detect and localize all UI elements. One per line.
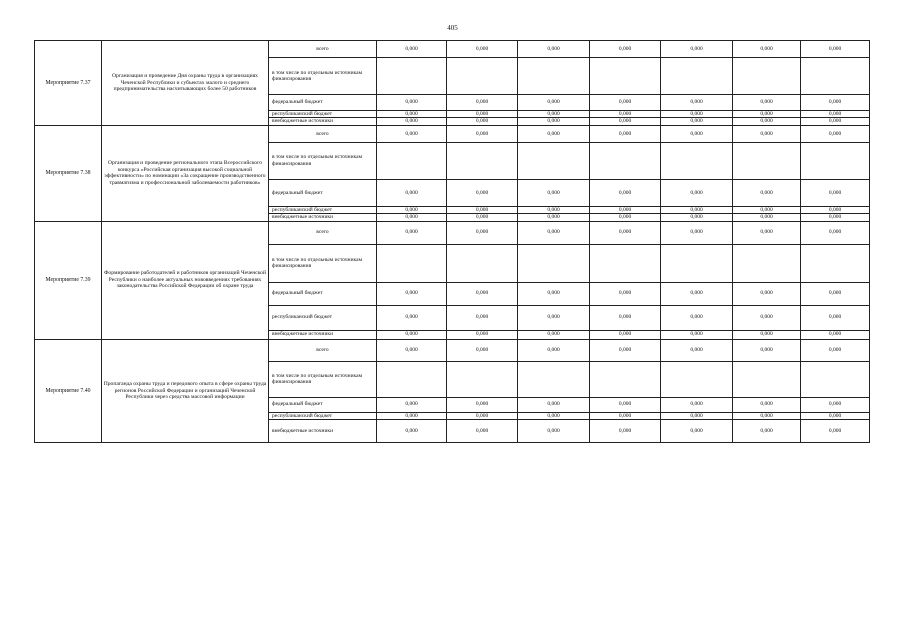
value-cell (518, 142, 590, 179)
funding-source-label: федеральный бюджет (269, 397, 377, 412)
value-cell (377, 361, 447, 397)
value-cell: 0,000 (377, 214, 447, 221)
value-cell: 0,000 (590, 214, 661, 221)
value-cell: 0,000 (661, 41, 733, 58)
funding-source-label: внебюджетные источники (269, 118, 377, 125)
value-cell: 0,000 (447, 41, 518, 58)
value-cell: 0,000 (661, 95, 733, 111)
budget-table (34, 40, 870, 443)
value-cell: 0,000 (733, 305, 801, 330)
value-cell: 0,000 (590, 339, 661, 361)
value-cell: 0,000 (733, 206, 801, 213)
value-cell: 0,000 (733, 179, 801, 206)
value-cell: 0,000 (590, 95, 661, 111)
value-cell: 0,000 (661, 339, 733, 361)
value-cell: 0,000 (590, 111, 661, 118)
funding-source-label: федеральный бюджет (269, 282, 377, 305)
value-cell: 0,000 (733, 41, 801, 58)
value-cell: 0,000 (590, 118, 661, 125)
value-cell: 0,000 (377, 339, 447, 361)
value-cell: 0,000 (447, 206, 518, 213)
value-cell: 0,000 (733, 282, 801, 305)
value-cell: 0,000 (590, 412, 661, 419)
value-cell: 0,000 (518, 221, 590, 244)
funding-source-label: в том числе по отдельным источникам финансирования (269, 361, 377, 397)
value-cell: 0,000 (733, 221, 801, 244)
value-cell: 0,000 (447, 118, 518, 125)
funding-source-label: в том числе по отдельным источникам финансирования (269, 244, 377, 282)
value-cell: 0,000 (661, 420, 733, 443)
value-cell: 0,000 (590, 420, 661, 443)
funding-source-label: всего (269, 125, 377, 142)
value-cell: 0,000 (447, 397, 518, 412)
value-cell: 0,000 (661, 397, 733, 412)
value-cell: 0,000 (801, 339, 870, 361)
funding-source-label: республиканский бюджет (269, 412, 377, 419)
value-cell: 0,000 (377, 412, 447, 419)
value-cell: 0,000 (733, 118, 801, 125)
value-cell: 0,000 (518, 214, 590, 221)
value-cell: 0,000 (801, 118, 870, 125)
value-cell: 0,000 (801, 214, 870, 221)
value-cell: 0,000 (733, 125, 801, 142)
value-cell: 0,000 (590, 125, 661, 142)
value-cell: 0,000 (733, 412, 801, 419)
value-cell: 0,000 (518, 339, 590, 361)
funding-source-label: всего (269, 41, 377, 58)
measure-code: Мероприятие 7.40 (35, 339, 102, 442)
value-cell: 0,000 (590, 221, 661, 244)
value-cell (801, 58, 870, 95)
value-cell: 0,000 (447, 339, 518, 361)
value-cell: 0,000 (661, 412, 733, 419)
value-cell: 0,000 (447, 221, 518, 244)
value-cell (733, 244, 801, 282)
value-cell (801, 361, 870, 397)
value-cell (661, 142, 733, 179)
value-cell: 0,000 (733, 420, 801, 443)
value-cell: 0,000 (447, 305, 518, 330)
value-cell: 0,000 (377, 305, 447, 330)
value-cell (590, 142, 661, 179)
value-cell: 0,000 (733, 397, 801, 412)
value-cell: 0,000 (733, 95, 801, 111)
value-cell: 0,000 (801, 206, 870, 213)
value-cell: 0,000 (518, 305, 590, 330)
value-cell (447, 58, 518, 95)
funding-source-label: внебюджетные источники (269, 420, 377, 443)
value-cell: 0,000 (733, 214, 801, 221)
value-cell: 0,000 (518, 41, 590, 58)
value-cell (733, 142, 801, 179)
measure-description: Формирование работодателей и работников организаций Чеченской Республики о наиболее актуальных нововведениях требованиях законодательства Российской Федерации об охране труда (102, 221, 269, 339)
value-cell: 0,000 (733, 111, 801, 118)
value-cell (447, 244, 518, 282)
funding-source-label: в том числе по отдельным источникам финансирования (269, 58, 377, 95)
value-cell: 0,000 (733, 339, 801, 361)
value-cell (733, 361, 801, 397)
measure-code: Мероприятие 7.38 (35, 125, 102, 221)
value-cell: 0,000 (377, 221, 447, 244)
funding-source-label: республиканский бюджет (269, 305, 377, 330)
value-cell (661, 58, 733, 95)
measure-description: Организация и проведение регионального этапа Всероссийского конкурса «Российская организация высокой социальной эффективности» по номинации «За сокращение производственного травматизма и профессиональной заболеваемости работников» (102, 125, 269, 221)
funding-source-label: федеральный бюджет (269, 95, 377, 111)
value-cell (801, 244, 870, 282)
value-cell (377, 58, 447, 95)
value-cell: 0,000 (661, 330, 733, 339)
value-cell: 0,000 (518, 206, 590, 213)
funding-source-label: федеральный бюджет (269, 179, 377, 206)
value-cell: 0,000 (801, 125, 870, 142)
funding-source-label: республиканский бюджет (269, 111, 377, 118)
value-cell: 0,000 (447, 111, 518, 118)
value-cell: 0,000 (801, 221, 870, 244)
value-cell: 0,000 (590, 282, 661, 305)
value-cell: 0,000 (661, 206, 733, 213)
value-cell: 0,000 (661, 118, 733, 125)
value-cell: 0,000 (590, 179, 661, 206)
value-cell: 0,000 (801, 95, 870, 111)
value-cell (590, 58, 661, 95)
table-row (35, 221, 870, 244)
value-cell: 0,000 (661, 179, 733, 206)
value-cell: 0,000 (377, 111, 447, 118)
value-cell (590, 361, 661, 397)
value-cell: 0,000 (518, 282, 590, 305)
value-cell (733, 58, 801, 95)
value-cell: 0,000 (801, 179, 870, 206)
value-cell: 0,000 (518, 397, 590, 412)
funding-source-label: внебюджетные источники (269, 214, 377, 221)
measure-description: Пропаганда охраны труда и передового опыта в сфере охраны труда регионов Российской Федерации и организаций Чеченской Республики через средства массовой информации (102, 339, 269, 442)
value-cell: 0,000 (661, 214, 733, 221)
measure-description: Организация и проведение Дня охраны труда в организациях Чеченской Республики и субъектах малого и среднего предпринимательства насчитывающих более 50 работников (102, 41, 269, 126)
value-cell (801, 142, 870, 179)
value-cell: 0,000 (661, 125, 733, 142)
value-cell: 0,000 (377, 118, 447, 125)
value-cell: 0,000 (590, 41, 661, 58)
measure-code: Мероприятие 7.37 (35, 41, 102, 126)
value-cell: 0,000 (377, 282, 447, 305)
value-cell: 0,000 (377, 330, 447, 339)
table-row (35, 339, 870, 361)
value-cell: 0,000 (661, 221, 733, 244)
value-cell: 0,000 (661, 305, 733, 330)
measure-code: Мероприятие 7.39 (35, 221, 102, 339)
table-row (35, 125, 870, 142)
value-cell (518, 244, 590, 282)
funding-source-label: республиканский бюджет (269, 206, 377, 213)
value-cell: 0,000 (801, 41, 870, 58)
value-cell: 0,000 (801, 420, 870, 443)
value-cell: 0,000 (447, 420, 518, 443)
value-cell: 0,000 (590, 305, 661, 330)
value-cell: 0,000 (377, 95, 447, 111)
value-cell (447, 361, 518, 397)
value-cell: 0,000 (518, 179, 590, 206)
value-cell (661, 244, 733, 282)
value-cell (377, 142, 447, 179)
table-row (35, 41, 870, 58)
value-cell (518, 58, 590, 95)
value-cell: 0,000 (733, 330, 801, 339)
funding-source-label: всего (269, 221, 377, 244)
value-cell: 0,000 (518, 330, 590, 339)
value-cell (661, 361, 733, 397)
value-cell: 0,000 (447, 125, 518, 142)
value-cell: 0,000 (447, 95, 518, 111)
value-cell: 0,000 (661, 111, 733, 118)
funding-source-label: внебюджетные источники (269, 330, 377, 339)
value-cell: 0,000 (518, 420, 590, 443)
value-cell: 0,000 (377, 206, 447, 213)
value-cell: 0,000 (518, 412, 590, 419)
value-cell: 0,000 (447, 330, 518, 339)
value-cell: 0,000 (590, 397, 661, 412)
value-cell: 0,000 (377, 125, 447, 142)
value-cell: 0,000 (447, 214, 518, 221)
value-cell: 0,000 (518, 111, 590, 118)
value-cell: 0,000 (590, 206, 661, 213)
value-cell: 0,000 (377, 420, 447, 443)
value-cell: 0,000 (801, 330, 870, 339)
value-cell: 0,000 (377, 397, 447, 412)
value-cell: 0,000 (801, 412, 870, 419)
value-cell (377, 244, 447, 282)
value-cell: 0,000 (801, 305, 870, 330)
page-number: 405 (447, 24, 458, 32)
value-cell: 0,000 (801, 397, 870, 412)
value-cell (447, 142, 518, 179)
funding-source-label: всего (269, 339, 377, 361)
value-cell: 0,000 (447, 179, 518, 206)
value-cell: 0,000 (518, 125, 590, 142)
value-cell: 0,000 (518, 118, 590, 125)
value-cell: 0,000 (447, 282, 518, 305)
value-cell: 0,000 (801, 282, 870, 305)
value-cell: 0,000 (661, 282, 733, 305)
value-cell: 0,000 (518, 95, 590, 111)
value-cell: 0,000 (447, 412, 518, 419)
value-cell (590, 244, 661, 282)
value-cell (518, 361, 590, 397)
funding-source-label: в том числе по отдельным источникам финансирования (269, 142, 377, 179)
value-cell: 0,000 (377, 41, 447, 58)
value-cell: 0,000 (377, 179, 447, 206)
value-cell: 0,000 (801, 111, 870, 118)
value-cell: 0,000 (590, 330, 661, 339)
